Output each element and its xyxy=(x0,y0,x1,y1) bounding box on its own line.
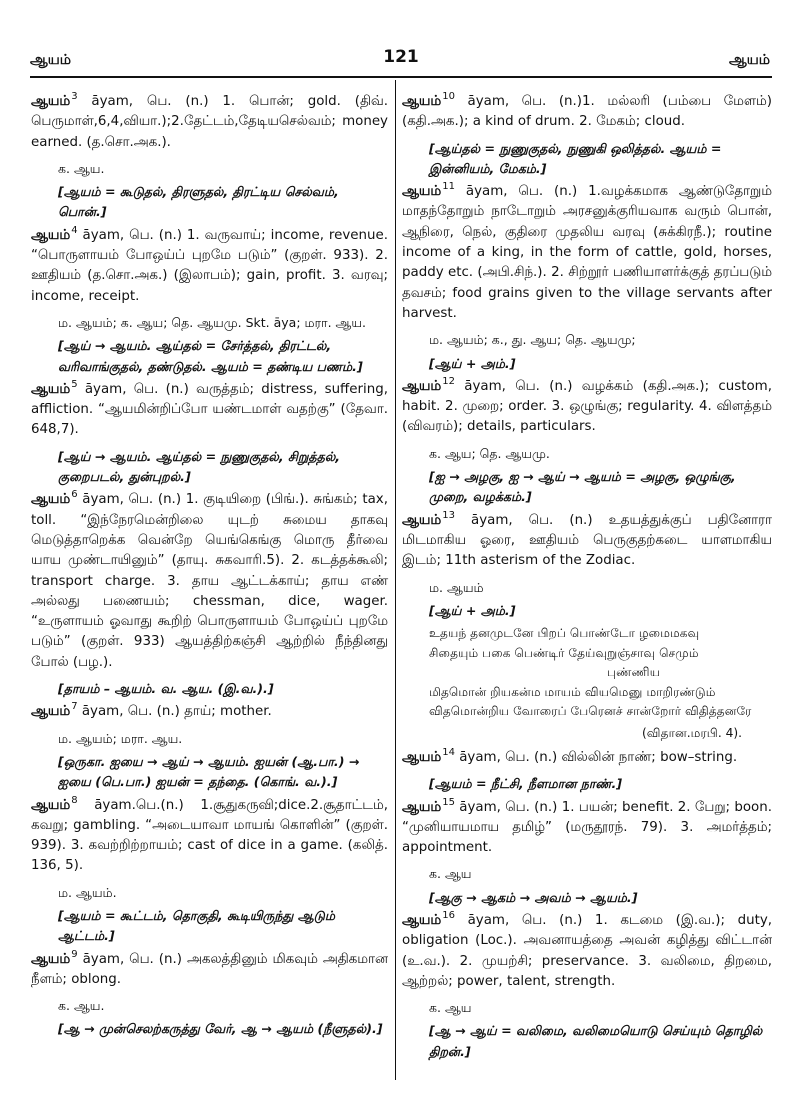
verse-line: புண்ணிய xyxy=(607,665,661,680)
dictionary-entry xyxy=(402,92,772,179)
dictionary-entry xyxy=(31,796,388,947)
entry-headword: ஆயம்$^8$ xyxy=(31,794,78,813)
entry-headword: ஆயம்$^5$ xyxy=(31,378,78,397)
entry-headword: ஆயம்$^{10}$ xyxy=(402,91,455,109)
entry-definition: āyam.பெ.(n.) 1.சூதுகருவி;dice.2.சூதாட்டம், கவறு; gambling. “அடையாவா மாயங் கொளின்” (குறள். 939). 3. கவற்றிற்றாயம்; cast of dice in a game. (கலித். 136, 5). xyxy=(31,797,388,874)
entry-etymology: [ஆயம் = கூடுதல், திரளுதல், திரட்டிய செல்வம், பொன்.] xyxy=(58,184,339,220)
entry-definition: āyam, பெ. (n.) 1.வழக்கமாக ஆண்டுதோறும் மாதந்தோறும் நாடோறும் அரசனுக்குரியவாக வரும் பொன், ஆநிரை, நெல், குதிரை முதலிய வரவு (சுக்கிரநீ.); routine income of a king, in the form of cattle, gold, horses, paddy etc. (அபி.சிந்.). 2. சிற்றூர் பணியாளர்க்குத் தரப்படும் தவசம்; food grains given to the village servants after harvest. xyxy=(402,184,773,321)
entry-etymology: [ஆய் + அம்.] xyxy=(429,355,516,371)
entry-definition: āyam, பெ. (n.)1. மல்லரி (பம்பை மேளம்) (கதி.அக.); a kind of drum. 2. மேகம்; cloud. xyxy=(402,94,773,130)
entry-cognates: ம. ஆயம் xyxy=(429,579,484,595)
right-column xyxy=(402,92,772,1065)
entry-definition: āyam, பெ. (n.) 1. பயன்; benefit. 2. பேறு; boon. “முனியாயமாய தமிழ்” (மருதூரந். 79). 3. அமர்த்தம்; appointment. xyxy=(402,799,772,856)
entry-etymology: [ஆய்தல் = நுணுகுதல், நுணுகி ஒலித்தல். ஆயம் = இன்னியம், மேகம்.] xyxy=(429,140,722,176)
entry-headword: ஆயம்$^9$ xyxy=(31,948,78,967)
column-divider xyxy=(395,80,396,1080)
header-left-guideword: ஆயம் xyxy=(30,52,71,68)
entry-headword: ஆயம்$^{14}$ xyxy=(402,746,455,765)
entry-definition: āyam, பெ. (n.) 1. கடமை (இ.வ.); duty, obligation (Loc.). அவனாயத்தை அவன் கழித்து விட்டான் (உ.வ.). 2. முயற்சி; preservance. 3. வலிமை, திறமை, ஆற்றல்; power, talent, strength. xyxy=(402,913,773,989)
entry-definition: āyam, பெ. (n.) தாய்; mother. xyxy=(81,704,272,720)
dictionary-entry xyxy=(402,182,772,374)
entry-headword: ஆயம்$^{15}$ xyxy=(402,796,455,815)
entry-etymology: [ஆ → முன்செலற்கருத்து வேர், ஆ → ஆயம் (நீளுதல்).] xyxy=(58,1021,383,1037)
entry-etymology: [ஆ → ஆய் = வலிமை, வலிமையொடு செய்யும் தொழில் திறன்.] xyxy=(429,1023,763,1059)
entry-cognates: க. ஆய. xyxy=(58,160,105,176)
entry-etymology: [ஆயம் = நீட்சி, நீளமான நாண்.] xyxy=(429,776,623,792)
entry-cognates: ம. ஆயம்; க., து. ஆய; தெ. ஆயமு; xyxy=(429,332,636,348)
entry-etymology: [ஆய் + அம்.] xyxy=(429,602,516,618)
entry-headword: ஆயம்$^7$ xyxy=(31,701,78,720)
dictionary-entry xyxy=(31,380,388,487)
entry-definition: āyam, பெ. (n.) வில்லின் நாண்; bow–string. xyxy=(459,749,738,765)
entry-definition: āyam, பெ. (n.) உதயத்துக்குப் பதினோரா மிடமாகிய ஓரை, ஊதியம் பெருகுதற்கடை யாளமாகிய இடம்; 11th asterism of the Zodiac. xyxy=(402,512,772,569)
entry-etymology: [ஆய் → ஆயம். ஆய்தல் = சேர்த்தல், திரட்டல், வரிவாங்குதல், தண்டுதல். ஆயம் = தண்டிய பணம்.] xyxy=(58,338,363,374)
entry-cognates: க. ஆய xyxy=(429,1000,472,1016)
verse-line: சிதையும் பகை பெண்டிர் தேய்வுறுஞ்சாவு செமும் xyxy=(429,645,699,660)
dictionary-entry xyxy=(31,226,388,377)
entry-headword: ஆயம்$^3$ xyxy=(31,91,78,109)
entry-cognates: ம. ஆயம்; க. ஆய; தெ. ஆயமு. Skt. āya; மரா. ஆய. xyxy=(58,314,367,330)
dictionary-entry xyxy=(402,911,772,1062)
dictionary-entry xyxy=(402,511,772,743)
verse-source: (விதான.மரபி. 4). xyxy=(642,725,742,740)
dictionary-entry xyxy=(402,748,772,795)
entry-cognates: ம. ஆயம்; மரா. ஆய. xyxy=(58,730,183,746)
dictionary-entry xyxy=(31,702,388,792)
entry-cognates: ம. ஆயம். xyxy=(58,884,117,900)
left-column xyxy=(31,92,388,1043)
verse-line: மிதமொன் றியகன்ம மாயம் வியமெனு மாறிரண்டும் xyxy=(429,684,716,699)
entry-headword: ஆயம்$^6$ xyxy=(31,489,78,508)
entry-cognates: க. ஆய; தெ. ஆயமு. xyxy=(429,445,550,461)
entry-etymology: [ஐ → அழகு, ஐ → ஆய் → ஆயம் = அழகு, ஒழுங்கு, முறை, வழக்கம்.] xyxy=(429,469,736,505)
verse-line: விதமொன்றிய வோரைப் பேரெனச் சான்றோர் விதித்தனரே xyxy=(429,704,752,719)
entry-cognates: க. ஆய xyxy=(429,866,472,882)
entry-etymology: [ஒருகா. ஐயை → ஆய் → ஆயம். ஐயன் (ஆ.பா.) → ஐயை (பெ.பா.) ஐயன் = தந்தை. (கொங். வ.).] xyxy=(58,753,360,790)
dictionary-entry xyxy=(402,798,772,908)
entry-etymology: [தாயம் – ஆயம். வ. ஆய. (இ.வ.).] xyxy=(58,681,274,697)
entry-etymology: [ஆய் → ஆயம். ஆய்தல் = நுணுகுதல், சிறுத்தல், குறைபடல், துன்புறல்.] xyxy=(58,448,341,485)
entry-headword: ஆயம்$^{13}$ xyxy=(402,509,455,528)
entry-definition: āyam, பெ. (n.) வழக்கம் (கதி.அக.); custom, habit. 2. முறை; order. 3. ஒழுங்கு; regularity. 4. விளத்தம் (விவரம்); details, particulars. xyxy=(402,378,772,435)
entry-headword: ஆயம்$^{11}$ xyxy=(402,181,455,200)
header-right-guideword: ஆயம் xyxy=(729,52,770,68)
verse-line: உதயந் தனமுடனே பிறப் பொண்டோ ழமைமகவு xyxy=(429,626,700,641)
entry-definition: āyam, பெ. (n.) 1. பொன்; gold. (திவ். பெருமாள்,6,4,வியா.);2.தேட்டம்,தேடியசெல்வம்; money earned. (த.சொ.அக.). xyxy=(31,94,388,150)
entry-definition: āyam, பெ. (n.) வருத்தம்; distress, suffering, affliction. “ஆயமின்றிப்போ யண்டமாள் வதற்கு” (தேவா. 648,7). xyxy=(31,381,388,438)
entry-definition: āyam, பெ. (n.) 1. குடியிறை (பிங்.). சுங்கம்; tax, toll. “இந்நேரமென்றிலை யுடற் சுமைய தாகவு மெடுத்தாறெக்க வென்றே யெங்கெங்கு மொரு தீர்வை யாய முண்டாயினும்” (தாயு. சுகவாரி.5). 2. கடத்தக்கூலி; transport charge. 3. தாய ஆட்டக்காய்; தாய எண் அல்லது பணையம்; chessman, dice, wager. “உருளாயம் ஓவாது கூறிற் பொருளாயம் போஒய்ப் புறமே படும்” (குறள். 933) ஆயத்திற்கஞ்சி ஆற்றில் நீந்தினது போல் (பழ.). xyxy=(31,492,388,670)
dictionary-entry xyxy=(402,377,772,508)
entry-headword: ஆயம்$^4$ xyxy=(31,224,78,243)
entry-headword: ஆயம்$^{12}$ xyxy=(402,375,455,394)
entry-definition: āyam, பெ. (n.) அகலத்தினும் மிகவும் அதிகமான நீளம்; oblong. xyxy=(31,951,388,987)
entry-etymology: [ஆகு → ஆகம் → அவம் → ஆயம்.] xyxy=(429,889,638,905)
entry-cognates: க. ஆய. xyxy=(58,998,105,1014)
entry-etymology: [ஆயம் = கூட்டம், தொகுதி, கூடியிருந்து ஆடும் ஆட்டம்.] xyxy=(58,907,336,944)
dictionary-entry xyxy=(31,92,388,223)
page-header xyxy=(30,46,772,78)
dictionary-entry xyxy=(31,950,388,1040)
entry-headword: ஆயம்$^{16}$ xyxy=(402,910,455,928)
dictionary-entry xyxy=(31,490,388,699)
page-number: 121 xyxy=(383,47,419,67)
quoted-verse xyxy=(402,624,772,722)
entry-definition: āyam, பெ. (n.) 1. வருவாய்; income, revenue. “பொருளாயம் போஒய்ப் புறமே படும்” (குறள். 933). 2. ஊதியம் (த.சொ.அக.) (இலாபம்); gain, profit. 3. வரவு; income, receipt. xyxy=(31,227,388,304)
